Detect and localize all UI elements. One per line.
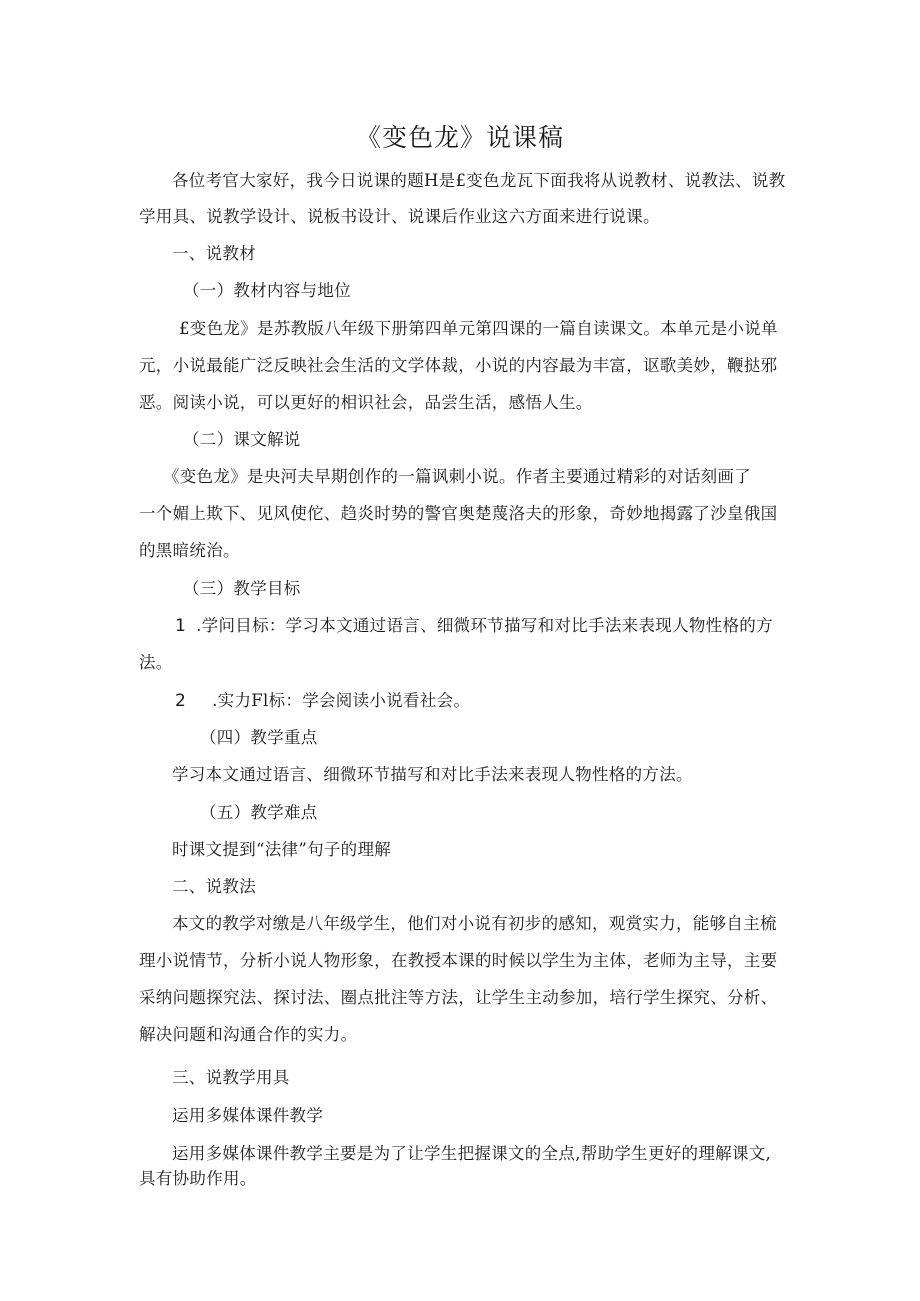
section-1-1-line-3: 恶。阅读小说，可以更好的相识社会，品尝生活，感悟人生。 xyxy=(139,393,593,412)
section-1-4-body: 学习本文通过语言、细微环节描写和对比手法来表现人物性格的方法。 xyxy=(172,765,693,784)
section-1-2-line-3: 的黑暗统治。 xyxy=(139,541,240,560)
goal-1-text: .学问目标：学习本文通过语言、细微环节描写和对比手法来表现人物性格的方 xyxy=(196,616,773,635)
section-3-subheading: 运用多媒体课件教学 xyxy=(172,1106,324,1125)
section-1-1-line-1: £变色龙》是苏教版八年级下册第四单元第四课的一篇自读课文。本单元是小说单 xyxy=(179,319,778,338)
goal-2-text: .实力Fl标：学会阅读小说看社会。 xyxy=(212,691,471,710)
section-3-line-2: 具有协助作用。 xyxy=(139,1169,257,1188)
section-2-heading: 二、说教法 xyxy=(172,877,256,896)
document-title: 《变色龙》说课稿 xyxy=(355,123,564,152)
section-1-2-line-2: 一个媚上欺下、见风使佗、趋炎时势的警官奥楚蔑洛夫的形象，奇妙地揭露了沙皇俄国 xyxy=(139,504,778,523)
intro-line-2: 学用具、说教学设计、说板书设计、说课后作业这六方面来进行说课。 xyxy=(139,207,660,226)
section-1-5-heading: （五）教学难点 xyxy=(200,803,318,822)
section-1-5-body: 时课文提到“法律”句子的理解 xyxy=(172,840,392,859)
section-1-2-line-1: 《变色龙》是央河夫早期创作的一篇讽刺小说。作者主要通过精彩的对话刻画了 xyxy=(163,467,751,486)
goal-1-number: 1 xyxy=(175,616,187,636)
section-1-heading: 一、说教材 xyxy=(172,244,256,263)
section-2-line-1: 本文的教学对缴是八年级学生，他们对小说有初步的感知，观赏实力，能够自主梳 xyxy=(172,914,777,933)
intro-line-1: 各位考官大家好，我今日说课的题H是£变色龙瓦下面我将从说教材、说教法、说教 xyxy=(172,171,786,190)
section-1-1-line-2: 元，小说最能广泛反映社会生活的文学体裁，小说的内容最为丰富，讴歌美妙，鞭挞邪 xyxy=(139,356,778,375)
section-2-line-2: 理小说情节，分析小说人物形象，在教授本课的时候以学生为主体，老师为主导，主要 xyxy=(139,951,778,970)
section-1-2-heading: （二）课文解说 xyxy=(183,430,301,449)
section-3-heading: 三、说教学用具 xyxy=(172,1068,290,1087)
goal-2-line xyxy=(175,690,470,712)
goal-1-line-2: 法。 xyxy=(139,653,173,672)
section-3-line-1: 运用多媒体课件教学主要是为了让学生把握课文的全点,帮助学生更好的理解课文, xyxy=(172,1144,772,1163)
section-2-line-3: 采纳问题探究法、探讨法、圈点批注等方法，让学生主动参加，培行学生探究、分析、 xyxy=(139,988,778,1007)
goal-1-line-1 xyxy=(175,615,773,637)
section-1-1-heading: （一）教材内容与地位 xyxy=(183,281,351,300)
goal-2-number: 2 xyxy=(175,691,187,711)
section-1-4-heading: （四）教学重点 xyxy=(200,728,318,747)
section-1-3-heading: （三）教学目标 xyxy=(183,579,301,598)
section-2-line-4: 解决问题和沟通合作的实力。 xyxy=(139,1025,358,1044)
